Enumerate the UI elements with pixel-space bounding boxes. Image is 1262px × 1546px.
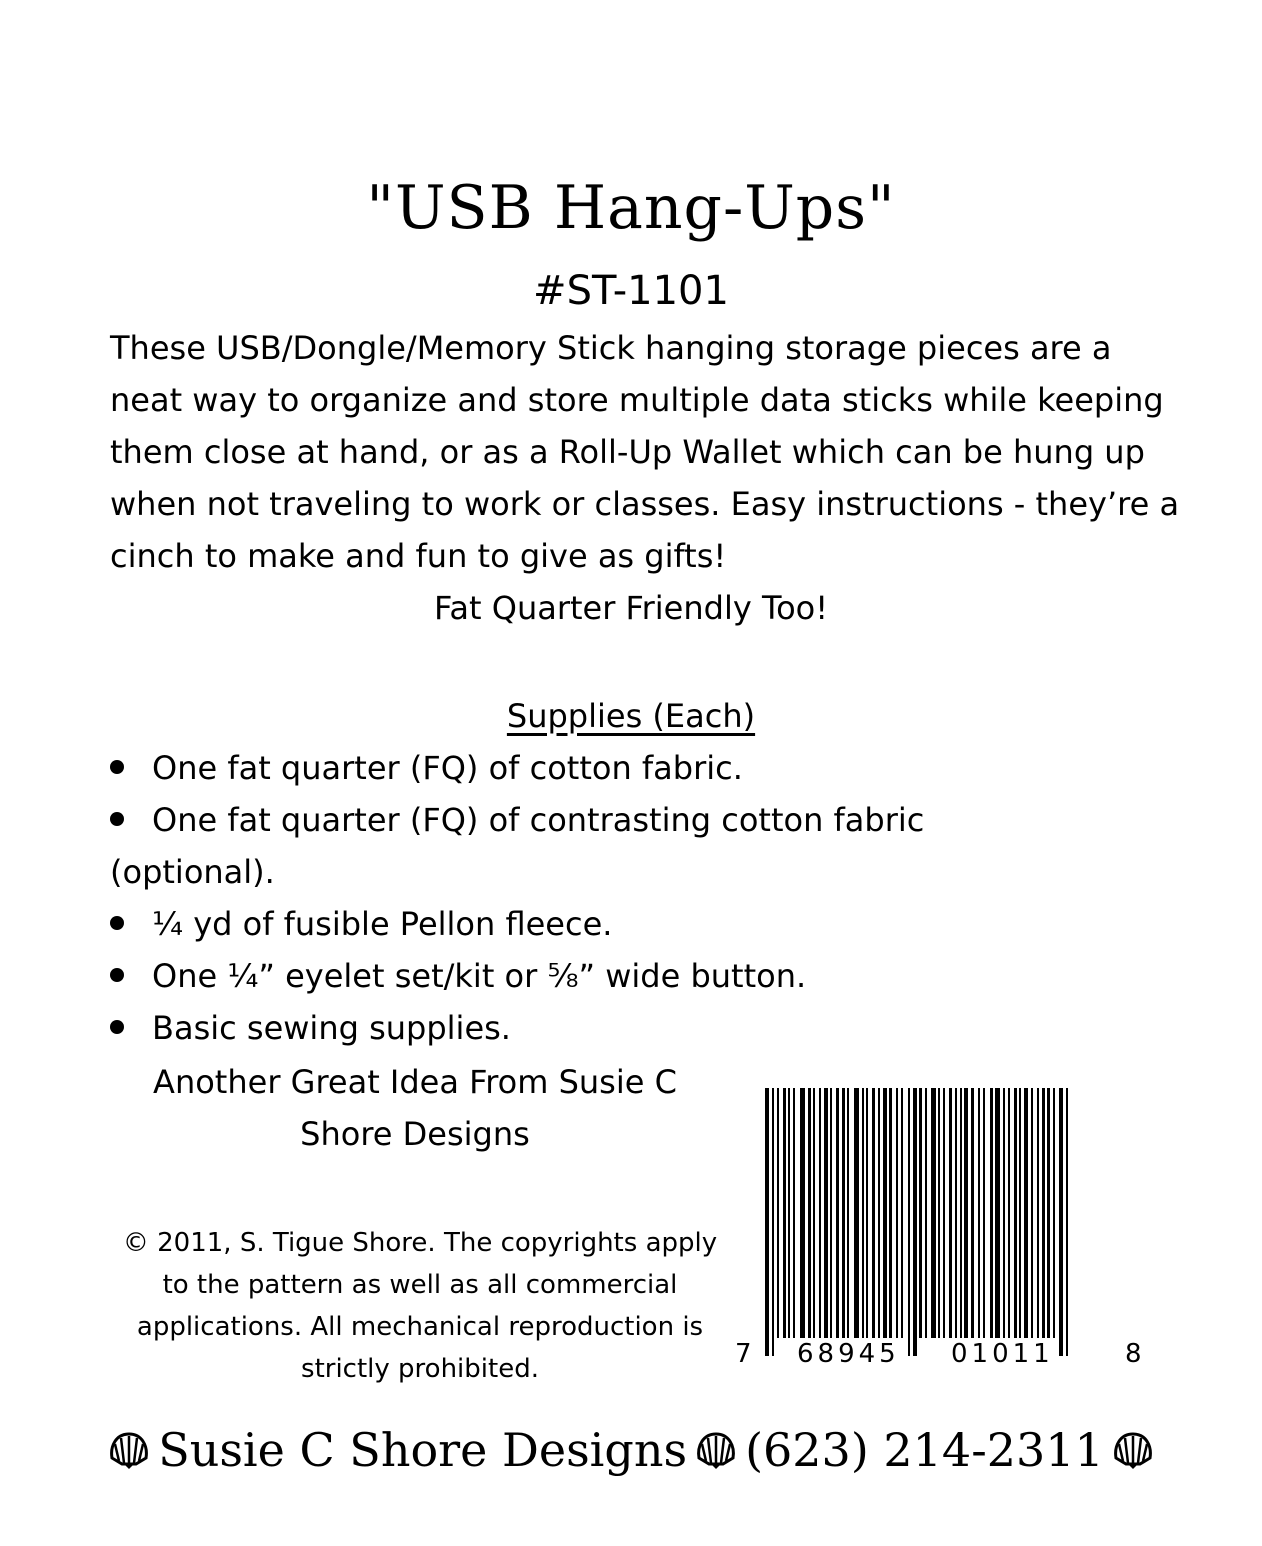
barcode [735,1088,1145,1378]
list-item-continuation [110,846,1180,898]
list-item [110,898,1180,950]
barcode-bar [889,1088,892,1338]
barcode-bar [919,1088,922,1338]
barcode-bar [960,1088,962,1338]
barcode-bar [901,1088,903,1338]
barcode-group-1: 68945 [797,1339,900,1369]
description [110,322,1180,582]
barcode-bar [788,1088,790,1338]
phone-number: (623) 214-2311 [745,1423,1104,1477]
barcode-bar [938,1088,940,1338]
barcode-bar [1008,1088,1010,1338]
barcode-bar [793,1088,795,1338]
list-item [110,950,1180,1002]
barcode-group-2: 01011 [951,1339,1054,1369]
supply-text: One fat quarter (FQ) of contrasting cotton fabric [152,801,925,839]
supply-text-continuation: (optional). [110,853,275,891]
pattern-title: "USB Hang-Ups" [366,173,896,243]
barcode-bar [1031,1088,1033,1338]
barcode-bar [824,1088,828,1338]
barcode-bar [1047,1088,1050,1338]
barcode-bar [931,1088,936,1338]
shell-icon [1112,1430,1154,1470]
list-item [110,794,1180,846]
copyright-notice: © 2011, S. Tigue Shore. The copyrights apply to the pattern as well as all commercial applications. All mechanical reproduction is strictly prohibited. [122,1228,718,1384]
barcode-bar [943,1088,945,1338]
barcode-bar [800,1088,805,1338]
bullet-icon [110,916,124,930]
bullet-icon [110,1020,124,1034]
barcode-bar [878,1088,880,1338]
barcode-bar [813,1088,815,1338]
supply-text: One ¼” eyelet set/kit or ⅝” wide button. [152,957,807,995]
barcode-bar [842,1088,845,1338]
barcode-bar [872,1088,875,1338]
barcode-bars [765,1088,1068,1356]
barcode-bar [971,1088,974,1338]
barcode-bar [866,1088,868,1338]
barcode-bar [1003,1088,1005,1338]
barcode-bar [896,1088,898,1338]
barcode-bar [819,1088,821,1338]
barcode-bar [908,1088,910,1356]
barcode-bar [854,1088,859,1338]
barcode-bar [990,1088,993,1338]
barcode-bar [836,1088,839,1338]
shell-icon [108,1430,150,1470]
barcode-bar [765,1088,769,1356]
barcode-bar [1019,1088,1021,1338]
barcode-bar [1024,1088,1028,1338]
barcode-left-digit: 7 [735,1339,752,1369]
supplies-heading: Supplies (Each) [506,697,756,735]
barcode-bar [978,1088,980,1338]
barcode-bar [983,1088,985,1338]
barcode-bar [777,1088,779,1338]
barcode-bar [964,1088,968,1338]
bullet-icon [110,760,124,774]
footer [0,1420,1262,1480]
list-item [110,742,1180,794]
shell-icon [695,1430,737,1470]
bullet-icon [110,812,124,826]
barcode-bar [1066,1088,1068,1356]
barcode-right-digit: 8 [1125,1339,1142,1369]
barcode-bar [1053,1088,1055,1338]
barcode-bar [830,1088,832,1338]
tagline: Fat Quarter Friendly Too! [433,589,829,627]
description-text: These USB/Dongle/Memory Stick hanging storage pieces are a neat way to organize and store multiple data sticks while keeping them close at hand, or as a Roll-Up Wallet which can be hung up when not traveling to work or classes. Easy instructions - they’re a cinch to make and fun to give as gifts! [110,329,1180,575]
barcode-bar [1042,1088,1045,1338]
supplies-list [110,742,1180,1054]
barcode-bar [1014,1088,1017,1338]
barcode-bar [913,1088,917,1356]
pattern-code: #ST-1101 [533,268,729,314]
list-item [110,1002,1180,1054]
barcode-bar [862,1088,864,1338]
supply-text: ¼ yd of fusible Pellon fleece. [152,905,613,943]
barcode-bar [772,1088,774,1356]
company-name: Susie C Shore Designs [158,1423,688,1477]
another-idea-text: Another Great Idea From Susie C Shore Designs [153,1063,677,1153]
barcode-bar [949,1088,952,1338]
barcode-bar [783,1088,786,1338]
supply-text: One fat quarter (FQ) of cotton fabric. [152,749,743,787]
barcode-bar [808,1088,811,1338]
barcode-bar [995,1088,1000,1338]
bullet-icon [110,968,124,982]
barcode-bar [1059,1088,1063,1356]
barcode-bar [883,1088,887,1338]
supply-text: Basic sewing supplies. [152,1009,511,1047]
barcode-bar [1037,1088,1039,1338]
barcode-bar [955,1088,957,1338]
barcode-bar [925,1088,927,1338]
barcode-bar [847,1088,849,1338]
